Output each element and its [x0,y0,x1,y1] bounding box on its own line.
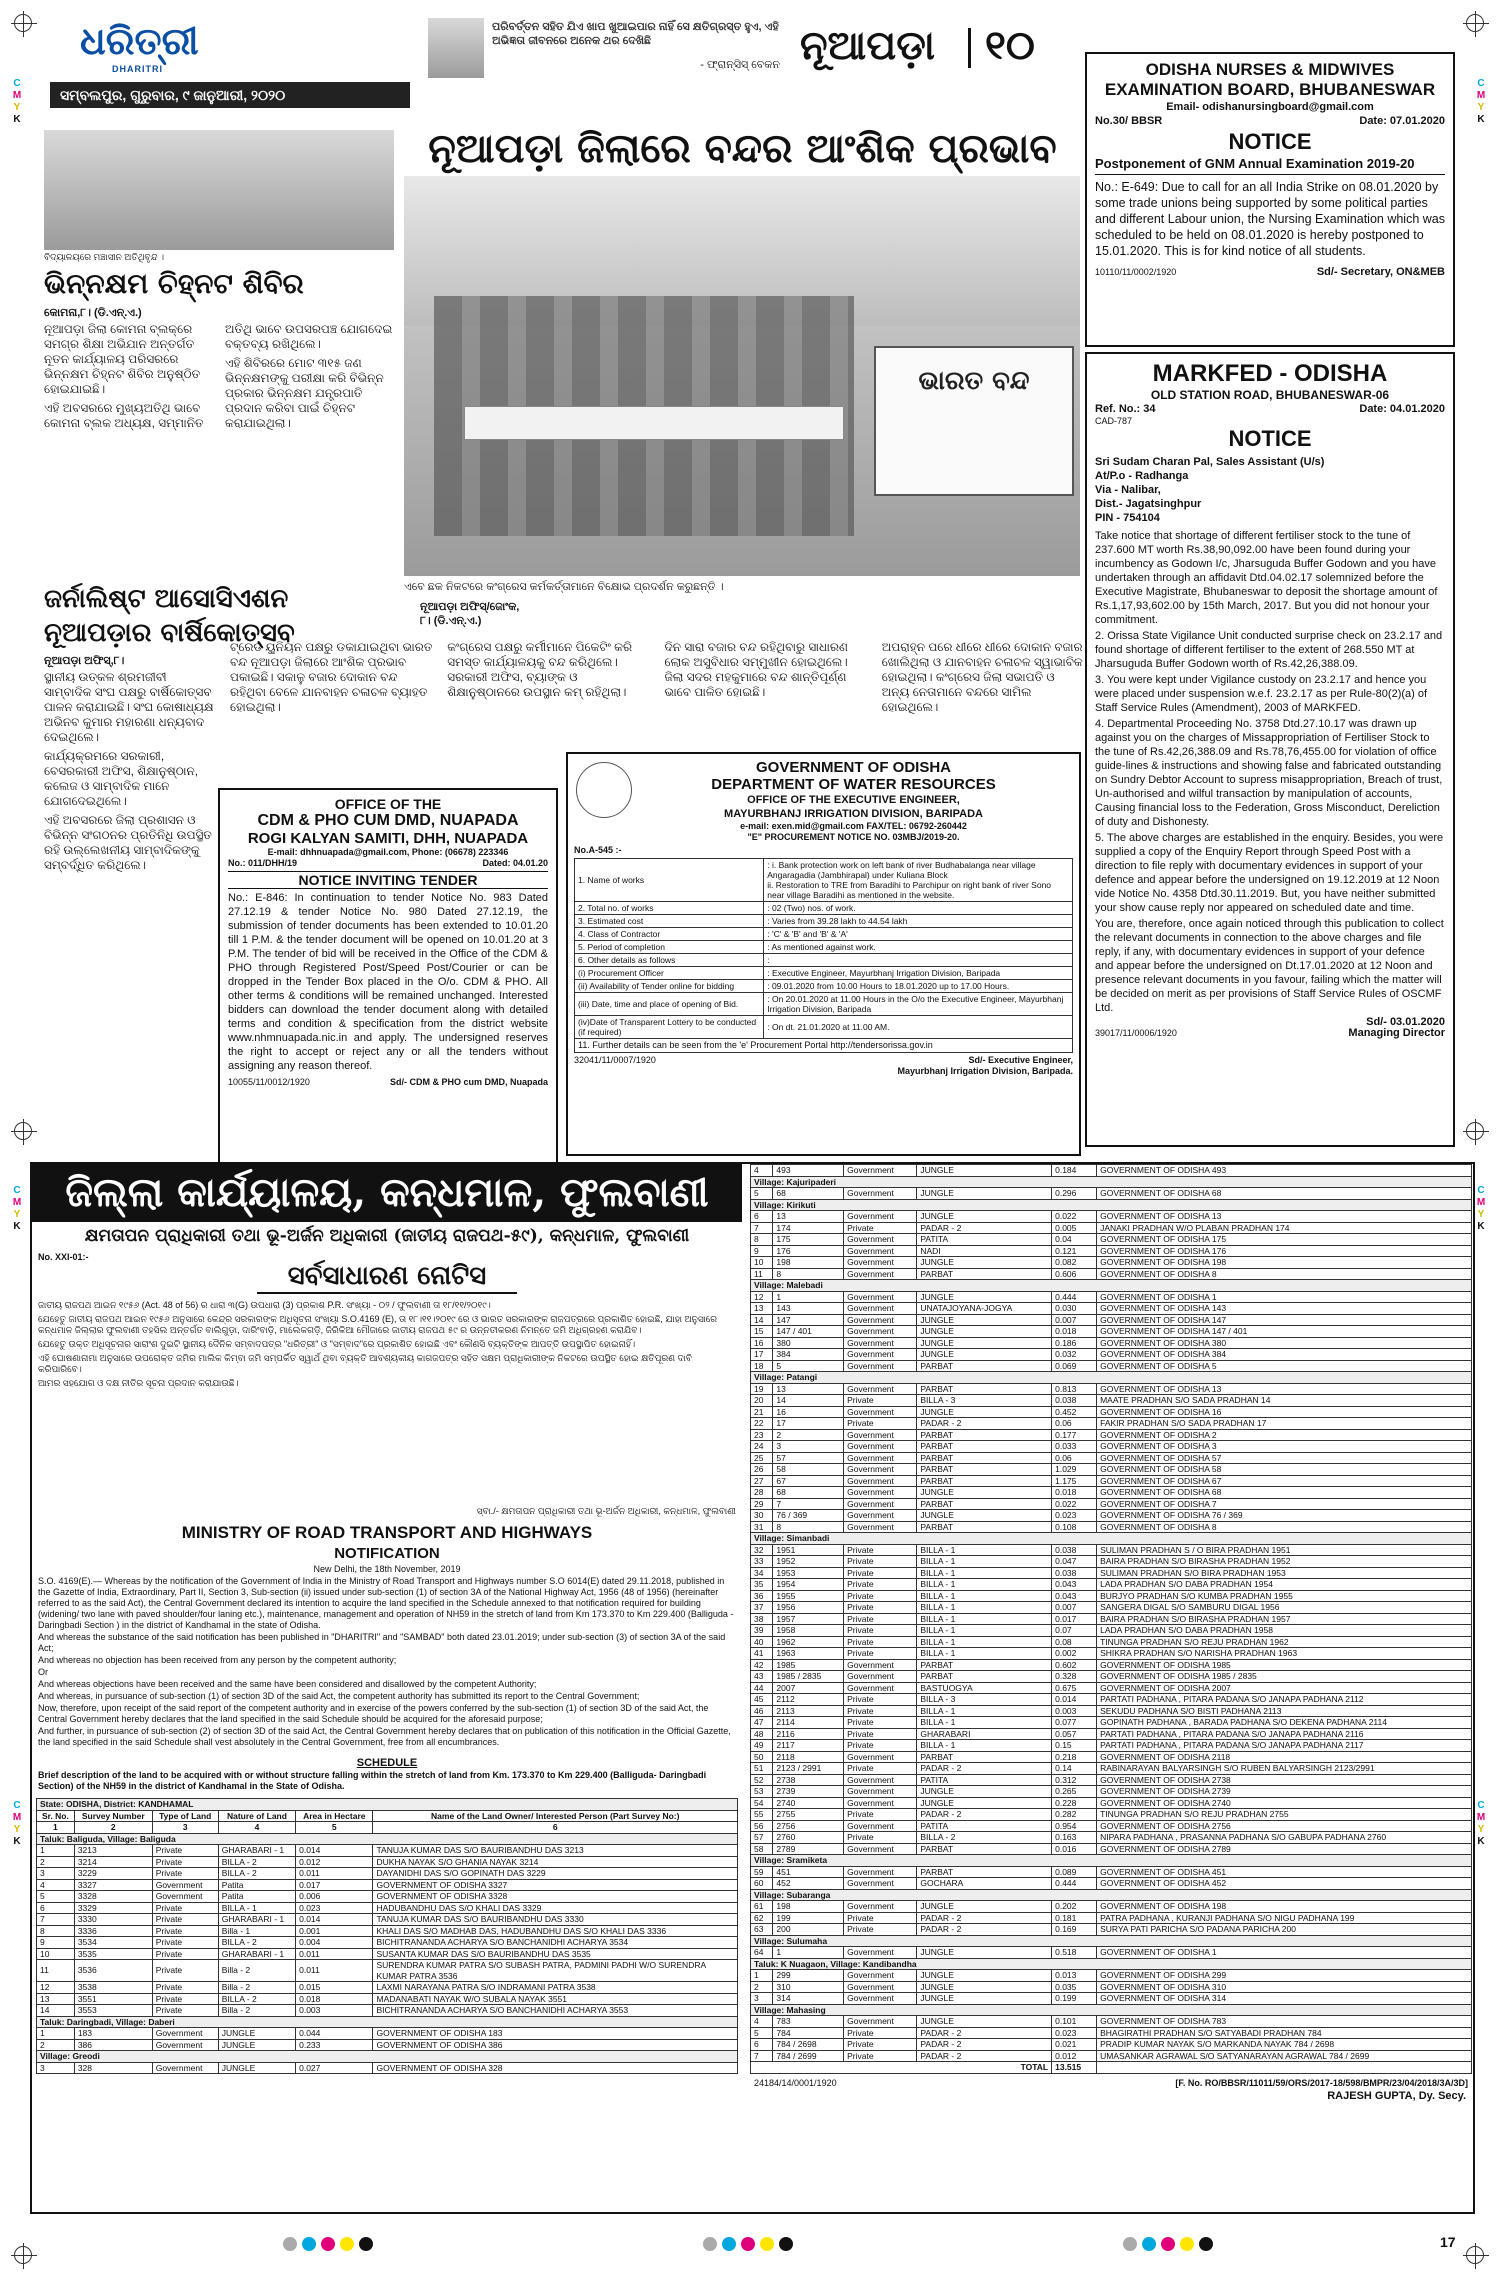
schedule-village-row: Village: Sulumaha [751,1935,1472,1947]
schedule-row: 8 3336 Private Billa - 1 0.001 KHALI DAS S/O MADHAB DAS, HADUBANDHU DAS S/O KHALI DAS 3336 [37,1925,738,1937]
newspaper-logo: ଧରିତ୍ରୀ [80,18,199,63]
story-main-body: ଟ୍ରେଡ ୟୁନିୟନ ପକ୍ଷରୁ ଡକାଯାଇଥିବା ଭାରତ ବନ୍ଦ ନୂଆପଡ଼ା ଜିଲାରେ ଆଂଶିକ ପ୍ରଭାବ ପକାଇଛି। ସକାଳୁ ବଜାର ଦୋକାନ ବନ୍ଦ ରହିଥିବା ବେଳେ ଯାନବାହନ ଚଳାଚଳ ବ୍ୟାହତ ହୋଇଥିଲା। କଂଗ୍ରେସ ପକ୍ଷରୁ କର୍ମୀମାନେ ପିକେଟିଂ କରି ସମସ୍ତ କାର୍ଯ୍ୟାଳୟକୁ ବନ୍ଦ କରିଥିଲେ। ସରକାରୀ ଅଫିସ, ବ୍ୟାଙ୍କ ଓ ଶିକ୍ଷାନୁଷ୍ଠାନରେ ଉପସ୍ଥାନ କମ୍ ରହିଥିଲା। ଦିନ ସାରା ବଜାର ବନ୍ଦ ରହିଥିବାରୁ ସାଧାରଣ ଲୋକ ଅସୁବିଧାର ସମ୍ମୁଖୀନ ହୋଇଥିଲେ। ଜିଲା ସଦର ମହକୁମାରେ ବନ୍ଦ ଶାନ୍ତିପୂର୍ଣ୍ଣ ଭାବେ ପାଳିତ ହୋଇଛି। ଅପରାହ୍ନ ପରେ ଧୀରେ ଧୀରେ ଦୋକାନ ବଜାର ଖୋଲିଥିଲା ଓ ଯାନବାହନ ଚଳାଚଳ ସ୍ୱାଭାବିକ ହୋଇଥିଲା। କଂଗ୍ରେସ ଜିଲା ସଭାପତି ଓ ଅନ୍ୟ ନେତାମାନେ ବନ୍ଦରେ ସାମିଲ ହୋଇଥିଲେ। [230,640,1083,714]
water-l2: DEPARTMENT OF WATER RESOURCES [711,776,996,793]
schedule-row: 9 176 Government NADI 0.121 GOVERNMENT OF ODISHA 176 [751,1245,1472,1257]
event-photo-caption: ବିଦ୍ୟାଳୟରେ ମଞ୍ଚାସୀନ ଅତିଥିବୃନ୍ଦ । [44,252,165,262]
story-left-body: ନୂଆପଡ଼ା ଜିଲା କୋମନା ବ୍ଲକ୍‌ରେ ସମଗ୍ର ଶିକ୍ଷା ଅଭିଯାନ ଅନ୍ତର୍ଗତ ନୂତନ କାର୍ଯ୍ୟାଳୟ ପରିସରରେ ଭିନ୍ନକ୍ଷମ ଚିହ୍ନଟ ଶିବିର ଅନୁଷ୍ଠିତ ହୋଇଯାଇଛି। ଏହି ଅବସରରେ ମୁଖ୍ୟଅତିଥି ଭାବେ କୋମନା ବ୍ଲକ ଅଧ୍ୟକ୍ଷ, ସମ୍ମାନିତ ଅତିଥି ଭାବେ ଉପସରପଞ୍ଚ ଯୋଗଦେଇ ବକ୍ତବ୍ୟ ରଖିଥିଲେ। ଏହି ଶିବିରରେ ମୋଟ ୩୧୫ ଜଣ ଭିନ୍ନକ୍ଷମଙ୍କୁ ପରୀକ୍ଷା କରି ବିଭିନ୍ନ ପ୍ରକାର ଭିନ୍ନକ୍ଷମ ଯନ୍ତ୍ରପାତି ପ୍ରଦାନ କରିବା ପାଇଁ ଚିହ୍ନଟ କରାଯାଇଥିଲା। [44,322,393,430]
schedule-title: SCHEDULE [356,1757,418,1769]
schedule-village-row: Taluk: Baliguda, Village: Baliguda [37,1833,738,1845]
schedule-row: 6 3329 Private BILLA - 1 0.023 HADUBANDHU DAS S/O KHALI DAS 3329 [37,1902,738,1914]
schedule-village-row: Village: Kajuripaderi [751,1176,1472,1188]
schedule-row: 57 2760 Private BILLA - 2 0.163 NIPARA PADHANA , PRASANNA PADHANA S/O GABUPA PADHANA 2760 [751,1832,1472,1844]
schedule-table-left: State: ODISHA, District: KANDHAMAL Sr. No. Survey Number Type of Land Nature of Land Area in Hectare Name of the Land Owner/ Interested Person (Part Survey No:) 1 2 3 4 5 6 Taluk: Baliguda, Village: Baliguda 1 3213 Private GHARABARI - 1 0.014 TANUJA KUMAR DAS S/O BAURIBANDHU DAS 3213 2 3214 Private BILLA - 2 0.012 DUKHA NAYAK S/O GHANIA NAYAK 3214 3 3229 Private BILLA - 2 0.011 DAYANIDHI DAS S/O GOPINATH DAS 3229 4 3327 Government Patita 0.017 GOVERNMENT OF ODISHA 3327 5 3328 Government Patita 0.006 GOVERNMENT OF ODISHA 3328 6 3329 Private BILLA - 1 0.023 HADUBANDHU DAS S/O KHALI DAS 3329 7 3330 Private GHARABARI - 1 0.014 TANUJA KUMAR DAS S/O BAURIBANDHU DAS 3330 8 3336 Private Billa - 1 0.001 KHALI DAS S/O MADHAB DAS, HADUBANDHU DAS S/O KHALI DAS 3336 9 3534 Private BILLA - 2 0.004 BICHITRANANDA ACHARYA S/O BANCHANIDHI ACHARYA 3534 10 3535 Private GHARABARI - 1 0.011 SUSANTA KUMAR DAS S/O BAURIBANDHU DAS 3535 11 3536 Private Billa - 2 0.011 SURENDRA KUMAR PATRA S/O SUBASH PATRA, PADMINI PADHI W/O SURENDRA KUMAR PATRA 3536 12 3538 Private Billa - 2 0.015 LAXMI NARAYANA PATRA S/O INDRAMANI PATRA 3538 13 3551 Private BILLA - 2 0.018 MADANABATI NAYAK W/O SUBALA NAYAK 3551 14 3553 Private Billa - 2 0.003 BICHITRANANDA ACHARYA S/O BANCHANIDHI ACHARYA 3553 Taluk: Daringbadi, Village: Daberi 1 183 Government JUNGLE 0.044 GOVERNMENT OF ODISHA 183 2 386 Government JUNGLE 0.233 GOVERNMENT OF ODISHA 386 Village: Greodi 3 328 Government JUNGLE 0.027 GOVERNMENT OF ODISHA 328 [36,1798,738,2074]
water-table-row: 5. Period of completion : As mentioned against work. [575,941,1073,954]
schedule-description: Brief description of the land to be acquired with or without structure falling within the stretch of land from Km. 173.370 to Km 229.400 (Balliguda- Daringbadi Section) of the NH59 in the district of Kandhamal in the State of Odisha. [38,1770,707,1791]
schedule-row: 34 1953 Private BILLA - 1 0.038 SULIMAN PRADHAN S/O BIRA PRADHAN 1953 [751,1567,1472,1579]
story-left-dateline: କୋମନା,୮। (ଡି.ଏନ୍.ଏ.) [44,307,142,319]
schedule-row: 2 310 Government JUNGLE 0.035 GOVERNMENT OF ODISHA 310 [751,1981,1472,1993]
schedule-row: 63 200 Private PADAR - 2 0.169 SURYA PATI PARICHA S/O PADANA PARICHA 200 [751,1924,1472,1936]
schedule-row: 3 328 Government JUNGLE 0.027 GOVERNMENT OF ODISHA 328 [37,2062,738,2074]
notification-body: S.O. 4169(E).— Whereas by the notification of the Government of India in the Ministry of Road Transport and Highways number S.O 6014(E) dated 29.11.2018, published in the Gazette of India, Extraordinary, Part II, Section 3, Sub-section (ii) issued under sub-section (1) of section 3A of the National Highway Act, 1956 (48 of 1956) (hereinafter referred to as the said Act), the Central Government declared its intention to acquire the land specified in the Schedule annexed to that notification required for building (widening/ two lane with paved shoulder/four laning etc.), maintenance, management and operation of NH59 in the stretch of land from Km 173.370 to Km 229.400 (Balliguda - Daringbadi Section ) in the district of Kandhamal in the state of Odisha. And whereas the substance of the said notification has been published in "DHARITRI" and "SAMBAD" both dated 23.01.2019; under sub-section (3) of section 3A of the said Act; And whereas no objection has been received from any person by the competent authority; Or And whereas objections have been received and the same have been considered and disallowed by the competent Authority; And whereas, in pursuance of sub-section (1) of section 3D of the said Act, the competent authority has submitted its report to the Central Government; Now, therefore, upon receipt of the said report of the competent authority and in exercise of the powers conferred by the sub-section (1) of section 3D of the said Act, the Central Government hereby declares that the land specified in the said Schedule should be acquired for the aforesaid purpose; And further, in pursuance of sub-section (2) of section 3D of the said Act, the Central Government hereby declares that on publication of this notification in the Official Gazette, the land specified in the said Schedule shall vest absolutely in the Central Government, free from all encumbrances. [38,1576,734,1747]
schedule-row: 12 3538 Private Billa - 2 0.015 LAXMI NARAYANA PATRA S/O INDRAMANI PATRA 3538 [37,1982,738,1994]
schedule-table-right [750,1164,1472,2074]
water-table-row: 4. Class of Contractor : 'C' & 'B' and 'B' & 'A' [575,928,1073,941]
schedule-row: 45 2112 Private BILLA - 3 0.014 PARTATI PADHANA , PITARA PADANA S/O JANAPA PADHANA 2112 [751,1694,1472,1706]
cdm-body: No.: E-846: In continuation to tender Notice No. 983 Dated 27.12.19 & tender Notice No. 980 Dated 27.12.19, the submission of tender documents has been extended to 10.01.20 till 1 P.M. & the tender document will be opened on 10.01.20 at 3 P.M. The tender of bid will be received in the Office of the CDM & PHO through Registered Post/Speed Post/Courier or can be dropped in the Tender Box placed in the O/o. CDM & PHO. All other terms & conditions will be remained unchanged. Interested bidders can download the tender document along with detailed terms and condition & specification from the district website www.nhmnuapada.nic.in and apply. The undersigned reserves the right to accept or reject any or all the tenders without assigning any reason thereof. [228,892,548,1072]
newspaper-logo-sub: DHARITRI [112,64,163,74]
registration-mark-top-left [14,14,32,32]
water-table-row: (i) Procurement Officer : Executive Engineer, Mayurbhanj Irrigation Division, Baripada [575,967,1073,980]
schedule-total-row: TOTAL 13.515 [751,2062,1472,2074]
schedule-row: 4 783 Government JUNGLE 0.101 GOVERNMENT OF ODISHA 783 [751,2016,1472,2028]
main-headline: ନୂଆପଡ଼ା ଜିଲାରେ ବନ୍ଦର ଆଂଶିକ ପ୍ରଭାବ [428,125,1057,172]
schedule-row: 60 452 Government GOCHARA 0.444 GOVERNMENT OF ODISHA 452 [751,1878,1472,1890]
schedule-row: 5 784 Private PADAR - 2 0.023 BHAGIRATHI PRADHAN S/O SATYABADI PRADHAN 784 [751,2027,1472,2039]
schedule-row: 26 58 Government PARBAT 1.029 GOVERNMENT OF ODISHA 58 [751,1464,1472,1476]
story-left2-dateline: ନୂଆପଡ଼ା ଅଫିସ୍,୮। [44,655,125,667]
kandhamal-title: ସର୍ବସାଧାରଣ ନୋଟିସ [257,1260,517,1294]
cdm-sign: Sd/- CDM & PHO cum DMD, Nuapada [389,1077,548,1087]
schedule-row: 17 384 Government JUNGLE 0.032 GOVERNMENT OF ODISHA 384 [751,1349,1472,1361]
onmeb-notice-ad [1085,52,1455,347]
water-sign: Sd/- Executive Engineer, Mayurbhanj Irrigation Division, Baripada. [897,1055,1073,1076]
story-main-dateline: ନୂଆପଡ଼ା ଅଫିସ୍/ଜୋଂକ, ୮। (ଡି.ଏନ୍.ଏ.) [420,601,520,627]
quote-author: - ଫ୍ରାନ୍ସିସ୍ ବେକନ [700,59,780,71]
notification-title: NOTIFICATION [334,1545,440,1562]
section-name: ନୂଆପଡ଼ା [800,22,935,69]
onmeb-ref: No.30/ BBSR [1095,115,1163,127]
schedule-row: 6 13 Government JUNGLE 0.022 GOVERNMENT OF ODISHA 13 [751,1211,1472,1223]
schedule-village-row: Taluk: K Nuagaon, Village: Kandibandha [751,1958,1472,1970]
onmeb-email: Email- odishanursingboard@gmail.com [1166,101,1374,113]
cmyk-strip-right-low: C M Y K [1476,1800,1486,1847]
kandhamal-file-ref: [F. No. RO/BBSR/11011/59/ORS/2017-18/598/BMPR/23/04/2018/3A/3D] [1175,2077,1468,2088]
markfed-org: MARKFED - ODISHA [1152,360,1388,387]
schedule-row: 9 3534 Private BILLA - 2 0.004 BICHITRANANDA ACHARYA S/O BANCHANIDHI ACHARYA 3534 [37,1937,738,1949]
water-code: 32041/11/0007/1920 [574,1055,656,1065]
cdm-date: Dated: 04.01.20 [482,858,548,868]
story-left-headline: ଭିନ୍ନକ୍ଷମ ଚିହ୍ନଟ ଶିବିର [44,267,304,300]
schedule-row: 5 68 Government JUNGLE 0.296 GOVERNMENT OF ODISHA 68 [751,1188,1472,1200]
schedule-row: 7 174 Private PADAR - 2 0.005 JANAKI PRADHAN W/O PLABAN PRADHAN 174 [751,1222,1472,1234]
schedule-row: 2 386 Government JUNGLE 0.233 GOVERNMENT OF ODISHA 386 [37,2039,738,2051]
schedule-row: 19 13 Government PARBAT 0.813 GOVERNMENT OF ODISHA 13 [751,1383,1472,1395]
schedule-row: 27 67 Government PARBAT 1.175 GOVERNMENT OF ODISHA 67 [751,1475,1472,1487]
dateline-banner: ସମ୍ବଲପୁର, ଗୁରୁବାର, ୯ ଜାନୁଆରୀ, ୨୦୨୦ [50,82,410,108]
cmyk-strip-right-top: C M Y K [1476,78,1486,125]
schedule-row: 7 3330 Private GHARABARI - 1 0.014 TANUJA KUMAR DAS S/O BAURIBANDHU DAS 3330 [37,1914,738,1926]
schedule-village-row: Village: Patangi [751,1372,1472,1384]
schedule-row: 58 2789 Government PARBAT 0.016 GOVERNMENT OF ODISHA 2789 [751,1843,1472,1855]
ministry-title: MINISTRY OF ROAD TRANSPORT AND HIGHWAYS [181,1523,593,1542]
schedule-row: 11 3536 Private Billa - 2 0.011 SURENDRA KUMAR PATRA S/O SUBASH PATRA, PADMINI PADHI W/O SURENDRA KUMAR PATRA 3536 [37,1960,738,1982]
schedule-row: 39 1958 Private BILLA - 1 0.07 LADA PRADHAN S/O DABA PRADHAN 1958 [751,1625,1472,1637]
cmyk-strip-left-top: C M Y K [12,78,22,125]
schedule-village-row: Taluk: Daringbadi, Village: Daberi [37,2016,738,2028]
onmeb-body: No.: E-649: Due to call for an all India Strike on 08.01.2020 by some trade unions being supported by some political parties and different Labour union, the Nursing Examination which was scheduled to be held on 08.01.2020 is hereby postponed to 15.01.2020. This is for kind notice of all students. [1095,180,1445,258]
schedule-row: 12 1 Government JUNGLE 0.444 GOVERNMENT OF ODISHA 1 [751,1291,1472,1303]
markfed-code: 39017/11/0006/1920 [1095,1028,1177,1038]
schedule-row: 47 2114 Private BILLA - 1 0.077 GOPINATH PADHANA , BARADA PADHANA S/O DEKENA PADHANA 2114 [751,1717,1472,1729]
event-photo [44,130,394,250]
schedule-row: 62 199 Private PADAR - 2 0.181 PATRA PADHANA , KURANJI PADHANA S/O NIGU PADHANA 199 [751,1912,1472,1924]
schedule-row: 20 14 Private BILLA - 3 0.038 MAATE PRADHAN S/O SADA PRADHAN 14 [751,1395,1472,1407]
schedule-row: 44 2007 Government BASTUOGYA 0.675 GOVERNMENT OF ODISHA 2007 [751,1682,1472,1694]
water-table-row: (ii) Availability of Tender online for bidding : 09.01.2020 from 10.00 Hours to 18.01.2020 up to 17.00 Hours. [575,980,1073,993]
kandhamal-notice [30,1162,1475,2214]
water-l4: MAYURBHANJ IRRIGATION DIVISION, BARIPADA [724,808,983,820]
schedule-row: 4 493 Government JUNGLE 0.184 GOVERNMENT OF ODISHA 493 [751,1165,1472,1177]
schedule-row: 36 1955 Private BILLA - 1 0.043 BURJYO PRADHAN S/O KUMBA PRADHAN 1955 [751,1590,1472,1602]
schedule-village-row: Village: Mahasing [751,2004,1472,2016]
kandhamal-signer: RAJESH GUPTA, Dy. Secy. [1327,2089,1466,2102]
cdm-line2: CDM & PHO CUM DMD, NUAPADA [257,812,519,829]
kandhamal-ref: No. XXI-01:- [38,1252,89,1262]
schedule-row: 61 198 Government JUNGLE 0.202 GOVERNMENT OF ODISHA 198 [751,1901,1472,1913]
registration-mark-mid-left [14,1122,32,1140]
cdm-line3: ROGI KALYAN SAMITI, DHH, NUAPADA [247,830,529,847]
water-l6: "E" PROCUREMENT NOTICE NO. 03MBJ/2019-20. [747,832,960,842]
onmeb-date: Date: 07.01.2020 [1359,115,1445,127]
photo-banner-text: ଭାରତ ବନ୍ଦ [918,366,1030,396]
onmeb-code: 10110/11/0002/1920 [1095,267,1177,277]
schedule-row: 6 784 / 2698 Private PADAR - 2 0.021 PRADIP KUMAR NAYAK S/O MARKANDA NAYAK 784 / 2698 [751,2039,1472,2051]
kandhamal-subheader: କ୍ଷମତାପନ ପ୍ରାଧିକାରୀ ତଥା ଭୂ-ଅର୍ଜନ ଅଧିକାରୀ (ଜାତୀୟ ରାଜପଥ-୫୯), କନ୍ଧମାଳ, ଫୁଲବାଣୀ [84,1226,690,1246]
schedule-row: 55 2755 Private PADAR - 2 0.282 TINUNGA PRADHAN S/O REJU PRADHAN 2755 [751,1809,1472,1821]
schedule-row: 35 1954 Private BILLA - 1 0.043 LADA PRADHAN S/O DABA PRADHAN 1954 [751,1579,1472,1591]
quote-author-portrait [428,18,484,78]
story-left2-headline: ଜର୍ନାଲିଷ୍ଟ ଆସୋସିଏଶନ ନୂଆପଡ଼ାର ବାର୍ଷିକୋତ୍ସବ [44,584,295,648]
markfed-cad: CAD-787 [1095,416,1133,426]
bharat-bandh-photo [404,176,1080,576]
cdm-pho-tender-ad [218,788,558,1188]
schedule-row: 14 3553 Private Billa - 2 0.003 BICHITRANANDA ACHARYA S/O BANCHANIDHI ACHARYA 3553 [37,2005,738,2017]
schedule-row: 41 1963 Private BILLA - 1 0.002 SHIKRA PRADHAN S/O NARISHA PRADHAN 1963 [751,1648,1472,1660]
schedule-row: 42 1985 Government PARBAT 0.602 GOVERNMENT OF ODISHA 1985 [751,1659,1472,1671]
schedule-row: 1 299 Government JUNGLE 0.013 GOVERNMENT OF ODISHA 299 [751,1970,1472,1982]
cmyk-strip-right-mid: C M Y K [1476,1185,1486,1232]
registration-mark-top-right [1466,14,1484,32]
schedule-row: 56 2756 Government PATITA 0.954 GOVERNMENT OF ODISHA 2756 [751,1820,1472,1832]
odisha-emblem-icon [576,762,632,818]
water-table-row: (iii) Date, time and place of opening of Bid. : On 20.01.2020 at 11.00 Hours in the O/o the Executive Engineer, Mayurbhanj Irrigation Division, Baripada [575,993,1073,1016]
schedule-village-row: Village: Malebadi [751,1280,1472,1292]
schedule-row: 53 2739 Government JUNGLE 0.265 GOVERNMENT OF ODISHA 2739 [751,1786,1472,1798]
schedule-row: 52 2738 Government PATITA 0.312 GOVERNMENT OF ODISHA 2738 [751,1774,1472,1786]
schedule-row: 18 5 Government PARBAT 0.069 GOVERNMENT OF ODISHA 5 [751,1360,1472,1372]
folio-number: 17 [1440,2234,1456,2250]
water-table-row: 1. Name of works : i. Bank protection work on left bank of river Budhabalanga near village Angaragadia (Jambhirapal) under Kuliana Block ii. Restoration to TRE from Baradihi to Parchipur on right bank of river Sono near village Baradihi as mentioned in the website. [575,859,1073,902]
schedule-row: 14 147 Government JUNGLE 0.007 GOVERNMENT OF ODISHA 147 [751,1314,1472,1326]
schedule-row: 16 380 Government JUNGLE 0.186 GOVERNMENT OF ODISHA 380 [751,1337,1472,1349]
markfed-date: Date: 04.01.2020 [1359,403,1445,415]
schedule-state: State: ODISHA, District: KANDHAMAL [37,1799,738,1811]
schedule-row: 13 3551 Private BILLA - 2 0.018 MADANABATI NAYAK W/O SUBALA NAYAK 3551 [37,1993,738,2005]
schedule-row: 7 784 / 2699 Private PADAR - 2 0.012 UMASANKAR AGRAWAL S/O SATYANARAYAN AGRAWAL 784 / 2699 [751,2050,1472,2062]
schedule-row: 8 175 Government PATITA 0.04 GOVERNMENT OF ODISHA 175 [751,1234,1472,1246]
registration-mark-bottom-right [1466,2246,1484,2264]
kandhamal-odia-sign: ସ୍ବା./- କ୍ଷମତାପନ ପ୍ରାଧିକାରୀ ତଥା ଭୂ-ଅର୍ଜନ ଅଧିକାରୀ, କନ୍ଧମାଳ, ଫୁଲବାଣୀ [476,1506,736,1516]
masthead [40,14,1080,124]
cdm-title: NOTICE INVITING TENDER [228,871,548,889]
kandhamal-code: 24184/14/0001/1920 [754,2077,837,2088]
water-resources-tender-ad [566,752,1081,1156]
markfed-notice-ad: MARKFED - ODISHA OLD STATION ROAD, BHUBANESWAR-06 Ref. No.: 34 Date: 04.01.2020 CAD-787 NOTICE Sri Sudam Charan Pal, Sales Assistant (U/s) At/P.o - Radhanga Via - Nalibar, Dist.- Jagatsinghpur PIN - 754104 Take notice that shortage of different fertiliser stock to the tune of 237.600 MT worth Rs.38,90,092.00 have been found during your incumbency as Godown I/c, Jharsuguda Buffer Godown and you have undertaken through an affidavit Dtd.04.02.17 solemnized before the Executive Magistrate, Bhubaneswar to deposit the shortage amount of Rs.1,17,93,602.00 by 15th March, 2017. But you did not honour your commitment. 2. Orissa State Vigilance Unit conducted surprise check on 23.2.17 and found shortage of different fertiliser to the extent of 268.550 MT at Jharsuguda Buffer Godown worth of Rs.42,26,388.09. 3. You were kept under Vigilance custody on 23.2.17 and hence you were placed under suspension w.e.f. 23.2.17 as per Rule-80(2)(a) of Staff Service Rules (Amendment), 2003 of MARKFED. 4. Departmental Proceeding No. 3758 Dtd.27.10.17 was drawn up against you on the charges of Missappropriation of Fertiliser Stock to the tune of Rs.42,26,388.09 and Rs.78,76,455.00 for violation of office guide-lines & instructions and showing false and fabricated outstanding on Sundry Debtor Account to supress misappropriation, Breach of trust, Un-authorised and wilful transaction by manipulation of accounts, Causing financial loss to the Federation, Gross Misconduct, Dereliction of duty and Dishonesty. 5. The above charges are established in the enquiry. Besides, you were supplied a copy of the Enquiry Report through Speed Post with a direction to file reply with documentary evidences in support of your defence and appear before the undersigned on 19.12.2019 at 12 Noon vide Notice No. 4358 Dtd.30.11.2019. But, you have neither submitted your show cause reply nor appeared on scheduled date and time. You are, therefore, once again noticed through this publication to collect the relevant documents in connection to the above charges and file reply, if any, with documentary evidences in support of your defence and appear before the undersigned on Dt.17.01.2020 at 12 Noon and presence relevant documents in you favour, failing which the matter will be decided on merit as per provisions of Staff Service Rules of OSCMF Ltd. 39017/11/0006/1920 Sd/- 03.01.2020 Managing Director [1085,352,1455,1147]
schedule-village-row: Village: Simanbadi [751,1533,1472,1545]
schedule-row: 23 2 Government PARBAT 0.177 GOVERNMENT OF ODISHA 2 [751,1429,1472,1441]
schedule-row: 15 147 / 401 Government JUNGLE 0.018 GOVERNMENT OF ODISHA 147 / 401 [751,1326,1472,1338]
markfed-sign: Sd/- 03.01.2020 Managing Director [1348,1016,1445,1039]
schedule-row: 11 8 Government PARBAT 0.606 GOVERNMENT OF ODISHA 8 [751,1268,1472,1280]
schedule-village-row: Village: Sramiketa [751,1855,1472,1867]
kandhamal-odia-body: ଜାତୀୟ ରାଜପଥ ଆଇନ ୧୯୫୬ (Act. 48 of 56) ର ଧାରା ୩(G) ଉପଧାରା (3) ପ୍ରକାଶ P.R. ସଂଖ୍ୟା - ୦୨ / ଫୁଲବାଣୀ ତା ୧୮/୧୧/୨୦୧୯। ଯେହେତୁ ଜାତୀୟ ରାଜପଥ ଆଇନ ୧୯୫୬ ଅନୁସାରେ କେନ୍ଦ୍ର ସରକାରଙ୍କ ଅଧିସୂଚନା ସଂଖ୍ୟା S.O.4169 (E), ତା ୧୮।୧୧।୨୦୧୯ ରେ ଓ ଭାରତ ସରକାରଙ୍କ ରାଜପତ୍ରରେ ପ୍ରକାଶିତ ହୋଇଛି, ଯାହା ଅନୁସାରେ କନ୍ଧମାଳ ଜିଲ୍ଲାର ଫୁଲବାଣୀ ତହସିଲ ଅନ୍ତର୍ଗତ ବାଲିଗୁଡ଼ା, ଦାରିଂବାଡ଼ି, ମାଲେକଗଡ଼ି, ଜିରିକିଆ ମୌଜାରେ ଜାତୀୟ ରାଜପଥ ୫୯ ର ଉନ୍ନତୀକରଣ ନିମନ୍ତେ ଜମି ଅଧିଗ୍ରହଣ କରାଯିବ। ଯେହେତୁ ଉକ୍ତ ଅଧିସୂଚନାର ସାରାଂଶ ଦୁଇଟି ସ୍ଥାନୀୟ ଦୈନିକ ସମ୍ବାଦପତ୍ର "ଧରିତ୍ରୀ" ଓ "ସମ୍ବାଦ"ରେ ପ୍ରକାଶିତ ହୋଇଛି ଏବଂ କୌଣସି ବ୍ୟକ୍ତିଙ୍କ ଆପତ୍ତି ଉପସ୍ଥାପିତ ହୋଇନାହିଁ। ଏହି ଘୋଷଣାନାମା ଅନୁସାରେ ଉପରୋକ୍ତ ଜମିର ମାଲିକ କିମ୍ବା ଜମି ସମ୍ପର୍କିତ ସ୍ୱାର୍ଥ ଥିବା ବ୍ୟକ୍ତି ଆବଶ୍ୟକୀୟ କାଗଜପତ୍ର ସହିତ ସକ୍ଷମ ପ୍ରାଧିକାରୀଙ୍କ ନିକଟରେ ଉପସ୍ଥିତ ହୋଇ କ୍ଷତିପୂରଣ ଦାବି କରିପାରିବେ। ଆମର ସହଯୋଗ ଓ ଦକ୍ଷ ନୀତିର ସୂଚନା ପ୍ରଦାନ କରାଯାଉଛି। [38,1300,718,1388]
water-ref: No.A-545 :- [574,845,622,855]
schedule-row: 40 1962 Private BILLA - 1 0.08 TINUNGA PRADHAN S/O REJU PRADHAN 1962 [751,1636,1472,1648]
schedule-row: 3 3229 Private BILLA - 2 0.011 DAYANIDHI DAS S/O GOPINATH DAS 3229 [37,1868,738,1880]
schedule-row: 38 1957 Private BILLA - 1 0.017 BAIRA PRADHAN S/O BIRASHA PRADHAN 1957 [751,1613,1472,1625]
water-l5: e-mail: exen.mid@gmail.com FAX/TEL: 06792-260442 [740,821,967,831]
schedule-row: 31 8 Government PARBAT 0.108 GOVERNMENT OF ODISHA 8 [751,1521,1472,1533]
schedule-row: 30 76 / 369 Government JUNGLE 0.023 GOVERNMENT OF ODISHA 76 / 369 [751,1510,1472,1522]
story-left2-body: ସ୍ଥାନୀୟ ଉତ୍କଳ ଶ୍ରମଜୀବୀ ସାମ୍ବାଦିକ ସଂଘ ପକ୍ଷରୁ ବାର୍ଷିକୋତ୍ସବ ପାଳନ କରାଯାଇଛି। ସଂଘ କୋଷାଧ୍ୟକ୍ଷ ଅଭିନବ କୁମାର ମହାରଣା ଧନ୍ୟବାଦ ଦେଇଥିଲେ। କାର୍ଯ୍ୟକ୍ରମରେ ସରକାରୀ, ବେସରକାରୀ ଅଫିସ, ଶିକ୍ଷାନୁଷ୍ଠାନ, କଲେଜ ଓ ସାମ୍ବାଦିକ ମାନେ ଯୋଗଦେଇଥିଲେ। ଏହି ଅବସରରେ ଜିଲା ପ୍ରଶାସନ ଓ ବିଭିନ୍ନ ସଂଗଠନର ପ୍ରତିନିଧି ଉପସ୍ଥିତ ରହି ଉଲ୍ଲେଖନୀୟ ସାମ୍ବାଦିକଙ୍କୁ ସମ୍ବର୍ଦ୍ଧିତ କରିଥିଲେ। [44,670,214,872]
onmeb-org: ODISHA NURSES & MIDWIVES EXAMINATION BOARD, BHUBANESWAR [1104,60,1436,99]
registration-mark-bottom-left [14,2246,32,2264]
registration-mark-mid-right [1466,1122,1484,1140]
schedule-row: 50 2118 Government PARBAT 0.218 GOVERNMENT OF ODISHA 2118 [751,1751,1472,1763]
water-table-row: (iv)Date of Transparent Lottery to be conducted (if required) : On dt. 21.01.2020 at 11.00 AM. [575,1016,1073,1039]
water-l3: OFFICE OF THE EXECUTIVE ENGINEER, [747,794,960,806]
cmyk-strip-left-mid: C M Y K [12,1185,22,1232]
schedule-row: 1 183 Government JUNGLE 0.044 GOVERNMENT OF ODISHA 183 [37,2028,738,2040]
markfed-addressee: Sri Sudam Charan Pal, Sales Assistant (U/s) At/P.o - Radhanga Via - Nalibar, Dist.- Jagatsinghpur PIN - 754104 [1095,456,1325,524]
cdm-ref: No.: 011/DHH/19 [228,858,298,868]
onmeb-sign: Sd/- Secretary, ON&MEB [1316,266,1445,278]
schedule-row: 10 198 Government JUNGLE 0.082 GOVERNMENT OF ODISHA 198 [751,1257,1472,1269]
page-number: ୧୦ [985,22,1035,69]
notification-date: New Delhi, the 18th November, 2019 [313,1564,461,1574]
schedule-village-row: Village: Kirikuti [751,1199,1472,1211]
schedule-row: 32 1951 Private BILLA - 1 0.038 SULIMAN PRADHAN S / O BIRA PRADHAN 1951 [751,1544,1472,1556]
schedule-row: 59 451 Government PARBAT 0.089 GOVERNMENT OF ODISHA 451 [751,1866,1472,1878]
water-l1: GOVERNMENT OF ODISHA [755,759,951,776]
schedule-row: 54 2740 Government JUNGLE 0.228 GOVERNMENT OF ODISHA 2740 [751,1797,1472,1809]
schedule-row: 4 3327 Government Patita 0.017 GOVERNMENT OF ODISHA 3327 [37,1879,738,1891]
water-works-table [574,858,1073,1039]
schedule-row: 21 16 Government JUNGLE 0.452 GOVERNMENT OF ODISHA 16 [751,1406,1472,1418]
water-table-row: 6. Other details as follows : [575,954,1073,967]
schedule-row: 29 7 Government PARBAT 0.022 GOVERNMENT OF ODISHA 7 [751,1498,1472,1510]
markfed-title: NOTICE [1228,426,1312,451]
schedule-village-row: Village: Greodi [37,2051,738,2063]
water-table-row: 3. Estimated cost : Varies from 39.28 lakh to 44.54 lakh [575,915,1073,928]
cdm-code: 10055/11/0012/1920 [228,1077,310,1087]
schedule-row: 22 17 Private PADAR - 2 0.06 FAKIR PRADHAN S/O SADA PRADHAN 17 [751,1418,1472,1430]
schedule-row: 64 1 Government JUNGLE 0.518 GOVERNMENT OF ODISHA 1 [751,1947,1472,1959]
cdm-line1: OFFICE OF THE [334,796,442,812]
schedule-row: 3 314 Government JUNGLE 0.199 GOVERNMENT OF ODISHA 314 [751,1993,1472,2005]
schedule-row: 25 57 Government PARBAT 0.06 GOVERNMENT OF ODISHA 57 [751,1452,1472,1464]
schedule-row: 24 3 Government PARBAT 0.033 GOVERNMENT OF ODISHA 3 [751,1441,1472,1453]
schedule-row: 5 3328 Government Patita 0.006 GOVERNMENT OF ODISHA 3328 [37,1891,738,1903]
section-divider [968,28,971,68]
schedule-row: 51 2123 / 2991 Private PADAR - 2 0.14 RABINARAYAN BALYARSINGH S/O RUBEN BALYARSINGH 2123/2991 [751,1763,1472,1775]
schedule-row: 2 3214 Private BILLA - 2 0.012 DUKHA NAYAK S/O GHANIA NAYAK 3214 [37,1856,738,1868]
photo-caption: ଏବେ ଛକ ନିକଟରେ କଂଗ୍ରେସ କର୍ମକର୍ତ୍ତାମାନେ ବିକ୍ଷୋଭ ପ୍ରଦର୍ଶନ କରୁଛନ୍ତି । [404,581,724,593]
schedule-row: 13 143 Government UNATAJOYANA-JOGYA 0.030 GOVERNMENT OF ODISHA 143 [751,1303,1472,1315]
schedule-row: 1 3213 Private GHARABARI - 1 0.014 TANUJA KUMAR DAS S/O BAURIBANDHU DAS 3213 [37,1845,738,1857]
onmeb-subtitle: Postponement of GNM Annual Examination 2019-20 [1095,156,1445,175]
schedule-row: 33 1952 Private BILLA - 1 0.047 BAIRA PRADHAN S/O BIRASHA PRADHAN 1952 [751,1556,1472,1568]
water-footer: 11. Further details can be seen from the 'e' Procurement Portal http://tendersorissa.gov.in [574,1039,1073,1053]
schedule-row: 43 1985 / 2835 Government PARBAT 0.328 GOVERNMENT OF ODISHA 1985 / 2835 [751,1671,1472,1683]
schedule-row: 10 3535 Private GHARABARI - 1 0.011 SUSANTA KUMAR DAS S/O BAURIBANDHU DAS 3535 [37,1948,738,1960]
schedule-row: 48 2116 Private GHARABARI 0.057 PARTATI PADHANA , PITARA PADANA S/O JANAPA PADHANA 2116 [751,1728,1472,1740]
color-bar-footer [120,2234,1380,2258]
markfed-ref: Ref. No.: 34 [1095,403,1156,415]
cmyk-strip-left-low: C M Y K [12,1800,22,1847]
water-table-row: 2. Total no. of works : 02 (Two) nos. of work. [575,902,1073,915]
schedule-row: 49 2117 Private BILLA - 1 0.15 PARTATI PADHANA , PITARA PADANA S/O JANAPA PADHANA 2117 [751,1740,1472,1752]
schedule-village-row: Village: Subaranga [751,1889,1472,1901]
cdm-email: E-mail: dhhnuapada@gmail.com, Phone: (06678) 223346 [267,847,509,857]
schedule-row: 28 68 Government JUNGLE 0.018 GOVERNMENT OF ODISHA 68 [751,1487,1472,1499]
onmeb-title: NOTICE [1228,129,1312,154]
quote-text: ପରିବର୍ତ୍ତନ ସହିତ ଯିଏ ଖାପ ଖୁଆଇପାର ନାହିଁ ସେ କ୍ଷତିଗ୍ରସ୍ତ ହୁଏ, ଏହି ଅଭିଜ୍ଞତା ଜୀବନରେ ଅନେକ ଥର ଦେଖିଛି [492,21,779,47]
markfed-address: OLD STATION ROAD, BHUBANESWAR-06 [1150,388,1390,402]
schedule-row: 37 1956 Private BILLA - 1 0.007 SANGERA DIGAL S/O SAMBURU DIGAL 1956 [751,1602,1472,1614]
kandhamal-header: ଜିଲ୍ଲା କାର୍ଯ୍ୟାଳୟ, କନ୍ଧମାଳ, ଫୁଲବାଣୀ [32,1164,742,1222]
schedule-row: 46 2113 Private BILLA - 1 0.003 SEKUDU PADHANA S/O BISTI PADHANA 2113 [751,1705,1472,1717]
